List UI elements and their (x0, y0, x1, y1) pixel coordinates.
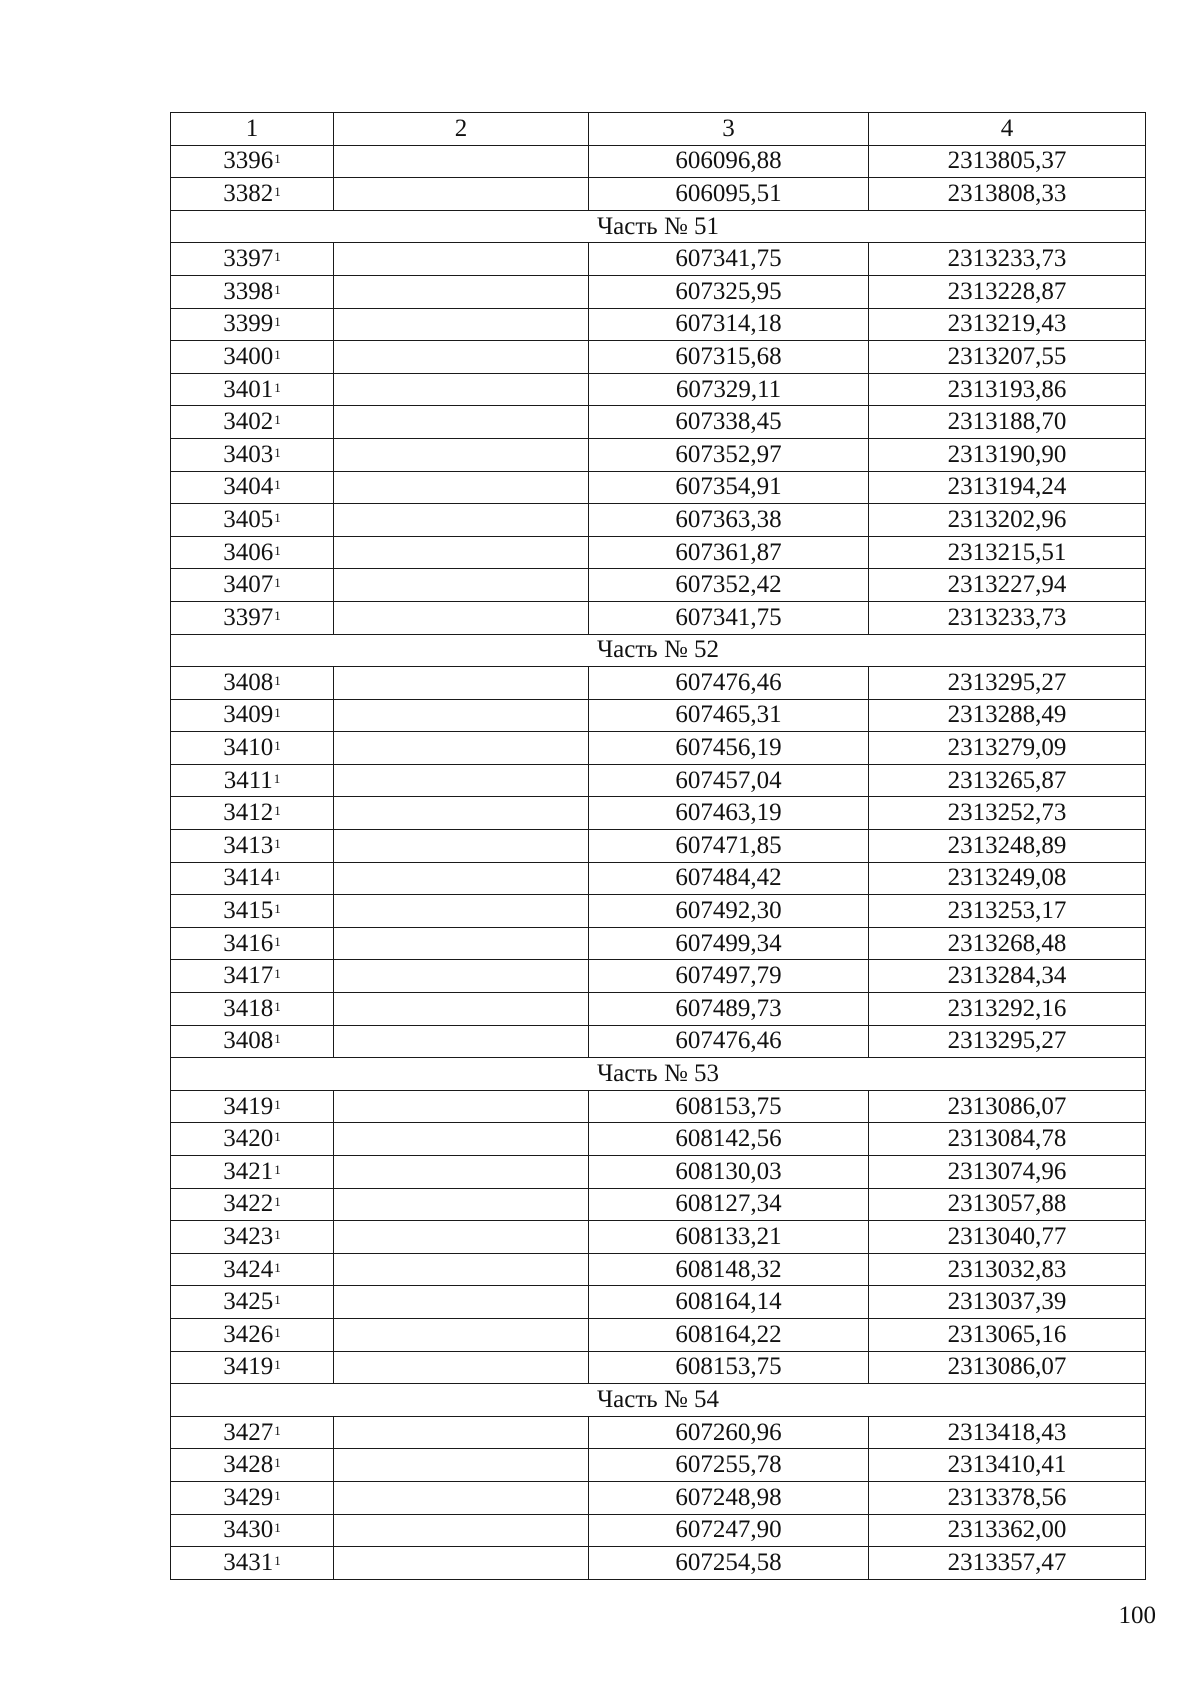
point-superscript: 1 (274, 183, 281, 199)
x-coordinate-cell: 607463,19 (589, 797, 869, 830)
point-number: 3419 (223, 1353, 274, 1381)
y-coordinate-cell: 2313248,89 (869, 830, 1146, 863)
point-number: 3397 (223, 245, 274, 273)
point-superscript: 1 (274, 575, 281, 591)
y-coordinate-cell: 2313219,43 (869, 308, 1146, 341)
table-row (171, 1514, 1146, 1547)
point-number-cell (171, 308, 334, 341)
y-coordinate-cell: 2313032,83 (869, 1253, 1146, 1286)
point-superscript: 1 (274, 1226, 281, 1242)
point-superscript: 1 (274, 1455, 281, 1471)
table-row (171, 1156, 1146, 1189)
col2-cell (334, 504, 589, 537)
point-number: 3422 (223, 1190, 274, 1218)
y-coordinate-cell: 2313040,77 (869, 1221, 1146, 1254)
x-coordinate-cell: 607476,46 (589, 667, 869, 700)
point-superscript: 1 (274, 1422, 281, 1438)
point-number-cell (171, 895, 334, 928)
point-superscript: 1 (274, 1552, 281, 1568)
point-superscript: 1 (274, 444, 281, 460)
x-coordinate-cell: 608164,22 (589, 1318, 869, 1351)
x-coordinate-cell: 607484,42 (589, 862, 869, 895)
y-coordinate-cell: 2313233,73 (869, 243, 1146, 276)
x-coordinate-cell: 607352,97 (589, 438, 869, 471)
table-body (171, 145, 1146, 1579)
point-superscript: 1 (274, 738, 281, 754)
col2-cell (334, 1123, 589, 1156)
col2-cell (334, 993, 589, 1026)
point-number-cell (171, 1090, 334, 1123)
point-number: 3402 (223, 408, 274, 436)
point-number: 3421 (223, 1157, 274, 1185)
header-col-2: 2 (334, 113, 589, 146)
col2-cell (334, 667, 589, 700)
table-row (171, 1481, 1146, 1514)
col2-cell (334, 1286, 589, 1319)
point-superscript: 1 (274, 281, 281, 297)
table-row (171, 993, 1146, 1026)
point-number-cell (171, 1025, 334, 1058)
point-number: 3413 (223, 831, 274, 859)
x-coordinate-cell: 608148,32 (589, 1253, 869, 1286)
section-title: Часть № 51 (171, 210, 1146, 243)
x-coordinate-cell: 607471,85 (589, 830, 869, 863)
x-coordinate-cell: 607354,91 (589, 471, 869, 504)
point-number-cell (171, 569, 334, 602)
col2-cell (334, 275, 589, 308)
point-number: 3400 (223, 342, 274, 370)
x-coordinate-cell: 607260,96 (589, 1416, 869, 1449)
point-number-cell (171, 1123, 334, 1156)
col2-cell (334, 1188, 589, 1221)
point-number: 3408 (223, 1027, 274, 1055)
col2-cell (334, 1481, 589, 1514)
point-number: 3408 (223, 668, 274, 696)
col2-cell (334, 1351, 589, 1384)
point-number: 3397 (223, 603, 274, 631)
x-coordinate-cell: 607476,46 (589, 1025, 869, 1058)
col2-cell (334, 536, 589, 569)
y-coordinate-cell: 2313357,47 (869, 1547, 1146, 1580)
point-superscript: 1 (274, 705, 281, 721)
point-number-cell (171, 373, 334, 406)
point-number-cell (171, 438, 334, 471)
x-coordinate-cell: 607315,68 (589, 341, 869, 374)
y-coordinate-cell: 2313410,41 (869, 1449, 1146, 1482)
x-coordinate-cell: 607247,90 (589, 1514, 869, 1547)
header-col-1: 1 (171, 113, 334, 146)
point-number-cell (171, 471, 334, 504)
x-coordinate-cell: 608130,03 (589, 1156, 869, 1189)
x-coordinate-cell: 607314,18 (589, 308, 869, 341)
point-superscript: 1 (274, 1357, 281, 1373)
point-number: 3410 (223, 734, 274, 762)
x-coordinate-cell: 608153,75 (589, 1351, 869, 1384)
point-superscript: 1 (274, 1324, 281, 1340)
x-coordinate-cell: 607254,58 (589, 1547, 869, 1580)
point-superscript: 1 (274, 249, 281, 265)
col2-cell (334, 732, 589, 765)
x-coordinate-cell: 607456,19 (589, 732, 869, 765)
point-number-cell (171, 1416, 334, 1449)
x-coordinate-cell: 607499,34 (589, 927, 869, 960)
point-number: 3404 (223, 473, 274, 501)
point-number-cell (171, 764, 334, 797)
table-row (171, 732, 1146, 765)
col2-cell (334, 1025, 589, 1058)
point-number: 3382 (223, 179, 274, 207)
col2-cell (334, 601, 589, 634)
y-coordinate-cell: 2313233,73 (869, 601, 1146, 634)
table-row (171, 1449, 1146, 1482)
point-number: 3405 (223, 505, 274, 533)
col2-cell (334, 960, 589, 993)
table-row (171, 601, 1146, 634)
x-coordinate-cell: 607329,11 (589, 373, 869, 406)
table-row (171, 797, 1146, 830)
section-title: Часть № 54 (171, 1384, 1146, 1417)
point-number: 3414 (223, 864, 274, 892)
point-superscript: 1 (274, 1520, 281, 1536)
point-number-cell (171, 178, 334, 211)
y-coordinate-cell: 2313288,49 (869, 699, 1146, 732)
col2-cell (334, 373, 589, 406)
point-superscript: 1 (273, 770, 281, 786)
point-superscript: 1 (274, 346, 281, 362)
page-number: 100 (1118, 1602, 1156, 1629)
section-title: Часть № 53 (171, 1058, 1146, 1091)
x-coordinate-cell: 608153,75 (589, 1090, 869, 1123)
table-row (171, 927, 1146, 960)
x-coordinate-cell: 608133,21 (589, 1221, 869, 1254)
x-coordinate-cell: 607497,79 (589, 960, 869, 993)
y-coordinate-cell: 2313805,37 (869, 145, 1146, 178)
x-coordinate-cell: 606095,51 (589, 178, 869, 211)
y-coordinate-cell: 2313292,16 (869, 993, 1146, 1026)
point-superscript: 1 (274, 1487, 281, 1503)
header-col-3: 3 (589, 113, 869, 146)
point-number: 3403 (223, 440, 274, 468)
table-row (171, 830, 1146, 863)
point-superscript: 1 (274, 1129, 281, 1145)
col2-cell (334, 1547, 589, 1580)
point-superscript: 1 (274, 998, 281, 1014)
point-number: 3399 (223, 310, 274, 338)
table-row (171, 1221, 1146, 1254)
x-coordinate-cell: 607341,75 (589, 243, 869, 276)
col2-cell (334, 178, 589, 211)
y-coordinate-cell: 2313265,87 (869, 764, 1146, 797)
table-row (171, 243, 1146, 276)
point-number-cell (171, 504, 334, 537)
y-coordinate-cell: 2313086,07 (869, 1351, 1146, 1384)
x-coordinate-cell: 607363,38 (589, 504, 869, 537)
table-row (171, 569, 1146, 602)
y-coordinate-cell: 2313378,56 (869, 1481, 1146, 1514)
section-row (171, 210, 1146, 243)
col2-cell (334, 1318, 589, 1351)
point-number: 3428 (223, 1451, 274, 1479)
point-number: 3429 (223, 1483, 274, 1511)
point-number-cell (171, 406, 334, 439)
table-row (171, 275, 1146, 308)
x-coordinate-cell: 607465,31 (589, 699, 869, 732)
table-row (171, 1547, 1146, 1580)
point-superscript: 1 (274, 314, 281, 330)
table-row (171, 1318, 1146, 1351)
col2-cell (334, 341, 589, 374)
col2-cell (334, 471, 589, 504)
y-coordinate-cell: 2313207,55 (869, 341, 1146, 374)
point-number: 3423 (223, 1222, 274, 1250)
point-number-cell (171, 1156, 334, 1189)
col2-cell (334, 797, 589, 830)
col2-cell (334, 699, 589, 732)
point-superscript: 1 (274, 412, 281, 428)
y-coordinate-cell: 2313084,78 (869, 1123, 1146, 1156)
col2-cell (334, 145, 589, 178)
col2-cell (334, 1514, 589, 1547)
col2-cell (334, 764, 589, 797)
point-superscript: 1 (274, 542, 281, 558)
table-row (171, 373, 1146, 406)
col2-cell (334, 1156, 589, 1189)
col2-cell (334, 862, 589, 895)
point-number-cell (171, 1318, 334, 1351)
x-coordinate-cell: 606096,88 (589, 145, 869, 178)
x-coordinate-cell: 608127,34 (589, 1188, 869, 1221)
table-row (171, 895, 1146, 928)
point-number-cell (171, 1547, 334, 1580)
x-coordinate-cell: 607248,98 (589, 1481, 869, 1514)
y-coordinate-cell: 2313284,34 (869, 960, 1146, 993)
table-row (171, 1286, 1146, 1319)
y-coordinate-cell: 2313190,90 (869, 438, 1146, 471)
point-superscript: 1 (274, 1161, 281, 1177)
point-number-cell (171, 536, 334, 569)
point-superscript: 1 (274, 901, 281, 917)
table-row (171, 862, 1146, 895)
point-number-cell (171, 341, 334, 374)
point-number: 3425 (223, 1288, 274, 1316)
table-row (171, 1025, 1146, 1058)
point-number-cell (171, 797, 334, 830)
table-row (171, 178, 1146, 211)
col2-cell (334, 1090, 589, 1123)
x-coordinate-cell: 608164,14 (589, 1286, 869, 1319)
coordinates-table (170, 112, 1146, 1580)
col2-cell (334, 406, 589, 439)
point-number-cell (171, 1351, 334, 1384)
table-row (171, 145, 1146, 178)
y-coordinate-cell: 2313252,73 (869, 797, 1146, 830)
point-superscript: 1 (274, 672, 281, 688)
x-coordinate-cell: 607325,95 (589, 275, 869, 308)
table-row (171, 1253, 1146, 1286)
col2-cell (334, 569, 589, 602)
table-row (171, 1123, 1146, 1156)
section-title: Часть № 52 (171, 634, 1146, 667)
col2-cell (334, 1253, 589, 1286)
y-coordinate-cell: 2313202,96 (869, 504, 1146, 537)
point-superscript: 1 (274, 151, 281, 167)
x-coordinate-cell: 607338,45 (589, 406, 869, 439)
point-number-cell (171, 862, 334, 895)
point-number: 3416 (223, 929, 274, 957)
table-row (171, 667, 1146, 700)
point-number-cell (171, 1481, 334, 1514)
point-superscript: 1 (274, 835, 281, 851)
point-superscript: 1 (274, 933, 281, 949)
point-number-cell (171, 1188, 334, 1221)
point-number: 3420 (223, 1125, 274, 1153)
point-number-cell (171, 699, 334, 732)
point-number: 3396 (223, 147, 274, 175)
table-header-row (171, 113, 1146, 146)
point-number: 3427 (223, 1418, 274, 1446)
y-coordinate-cell: 2313249,08 (869, 862, 1146, 895)
point-number: 3398 (223, 277, 274, 305)
x-coordinate-cell: 607489,73 (589, 993, 869, 1026)
point-superscript: 1 (274, 379, 281, 395)
point-number-cell (171, 601, 334, 634)
y-coordinate-cell: 2313065,16 (869, 1318, 1146, 1351)
point-number-cell (171, 275, 334, 308)
table-row (171, 471, 1146, 504)
y-coordinate-cell: 2313037,39 (869, 1286, 1146, 1319)
y-coordinate-cell: 2313057,88 (869, 1188, 1146, 1221)
point-number: 3418 (223, 994, 274, 1022)
col2-cell (334, 927, 589, 960)
col2-cell (334, 1221, 589, 1254)
table-row (171, 960, 1146, 993)
y-coordinate-cell: 2313074,96 (869, 1156, 1146, 1189)
point-number-cell (171, 667, 334, 700)
y-coordinate-cell: 2313215,51 (869, 536, 1146, 569)
point-number-cell (171, 1514, 334, 1547)
point-number-cell (171, 960, 334, 993)
point-number: 3430 (223, 1516, 274, 1544)
table-row (171, 308, 1146, 341)
y-coordinate-cell: 2313253,17 (869, 895, 1146, 928)
x-coordinate-cell: 607352,42 (589, 569, 869, 602)
y-coordinate-cell: 2313086,07 (869, 1090, 1146, 1123)
table-row (171, 764, 1146, 797)
point-number: 3412 (223, 799, 274, 827)
section-row (171, 634, 1146, 667)
table-row (171, 1188, 1146, 1221)
col2-cell (334, 1416, 589, 1449)
point-superscript: 1 (274, 1292, 281, 1308)
y-coordinate-cell: 2313362,00 (869, 1514, 1146, 1547)
y-coordinate-cell: 2313268,48 (869, 927, 1146, 960)
point-superscript: 1 (274, 607, 281, 623)
table-row (171, 1416, 1146, 1449)
y-coordinate-cell: 2313295,27 (869, 1025, 1146, 1058)
point-number-cell (171, 1449, 334, 1482)
y-coordinate-cell: 2313418,43 (869, 1416, 1146, 1449)
point-superscript: 1 (274, 477, 281, 493)
col2-cell (334, 438, 589, 471)
point-number-cell (171, 732, 334, 765)
y-coordinate-cell: 2313228,87 (869, 275, 1146, 308)
section-row (171, 1384, 1146, 1417)
point-superscript: 1 (274, 1194, 281, 1210)
x-coordinate-cell: 607457,04 (589, 764, 869, 797)
point-number: 3424 (223, 1255, 274, 1283)
y-coordinate-cell: 2313808,33 (869, 178, 1146, 211)
point-superscript: 1 (274, 868, 281, 884)
point-number: 3415 (223, 897, 274, 925)
col2-cell (334, 1449, 589, 1482)
point-number: 3417 (223, 962, 274, 990)
point-number: 3419 (223, 1092, 274, 1120)
x-coordinate-cell: 607255,78 (589, 1449, 869, 1482)
y-coordinate-cell: 2313194,24 (869, 471, 1146, 504)
x-coordinate-cell: 607361,87 (589, 536, 869, 569)
table-row (171, 1351, 1146, 1384)
point-number-cell (171, 927, 334, 960)
x-coordinate-cell: 607492,30 (589, 895, 869, 928)
col2-cell (334, 830, 589, 863)
y-coordinate-cell: 2313279,09 (869, 732, 1146, 765)
point-number: 3411 (223, 766, 273, 794)
point-superscript: 1 (274, 803, 281, 819)
point-number: 3431 (223, 1548, 274, 1576)
col2-cell (334, 895, 589, 928)
y-coordinate-cell: 2313295,27 (869, 667, 1146, 700)
point-number: 3406 (223, 538, 274, 566)
col2-cell (334, 308, 589, 341)
table-row (171, 699, 1146, 732)
y-coordinate-cell: 2313193,86 (869, 373, 1146, 406)
table-row (171, 406, 1146, 439)
point-superscript: 1 (274, 1096, 281, 1112)
table-row (171, 504, 1146, 537)
point-superscript: 1 (274, 509, 281, 525)
point-number: 3426 (223, 1320, 274, 1348)
point-number-cell (171, 1221, 334, 1254)
point-number-cell (171, 830, 334, 863)
point-number: 3409 (223, 701, 274, 729)
header-col-4: 4 (869, 113, 1146, 146)
x-coordinate-cell: 607341,75 (589, 601, 869, 634)
point-superscript: 1 (274, 1259, 281, 1275)
x-coordinate-cell: 608142,56 (589, 1123, 869, 1156)
point-superscript: 1 (274, 1031, 281, 1047)
point-number-cell (171, 1253, 334, 1286)
col2-cell (334, 243, 589, 276)
table-row (171, 341, 1146, 374)
point-number-cell (171, 1286, 334, 1319)
point-number-cell (171, 243, 334, 276)
point-superscript: 1 (274, 966, 281, 982)
point-number-cell (171, 993, 334, 1026)
table-row (171, 438, 1146, 471)
point-number: 3407 (223, 571, 274, 599)
point-number-cell (171, 145, 334, 178)
table-row (171, 1090, 1146, 1123)
section-row (171, 1058, 1146, 1091)
table-row (171, 536, 1146, 569)
point-number: 3401 (223, 375, 274, 403)
y-coordinate-cell: 2313188,70 (869, 406, 1146, 439)
y-coordinate-cell: 2313227,94 (869, 569, 1146, 602)
